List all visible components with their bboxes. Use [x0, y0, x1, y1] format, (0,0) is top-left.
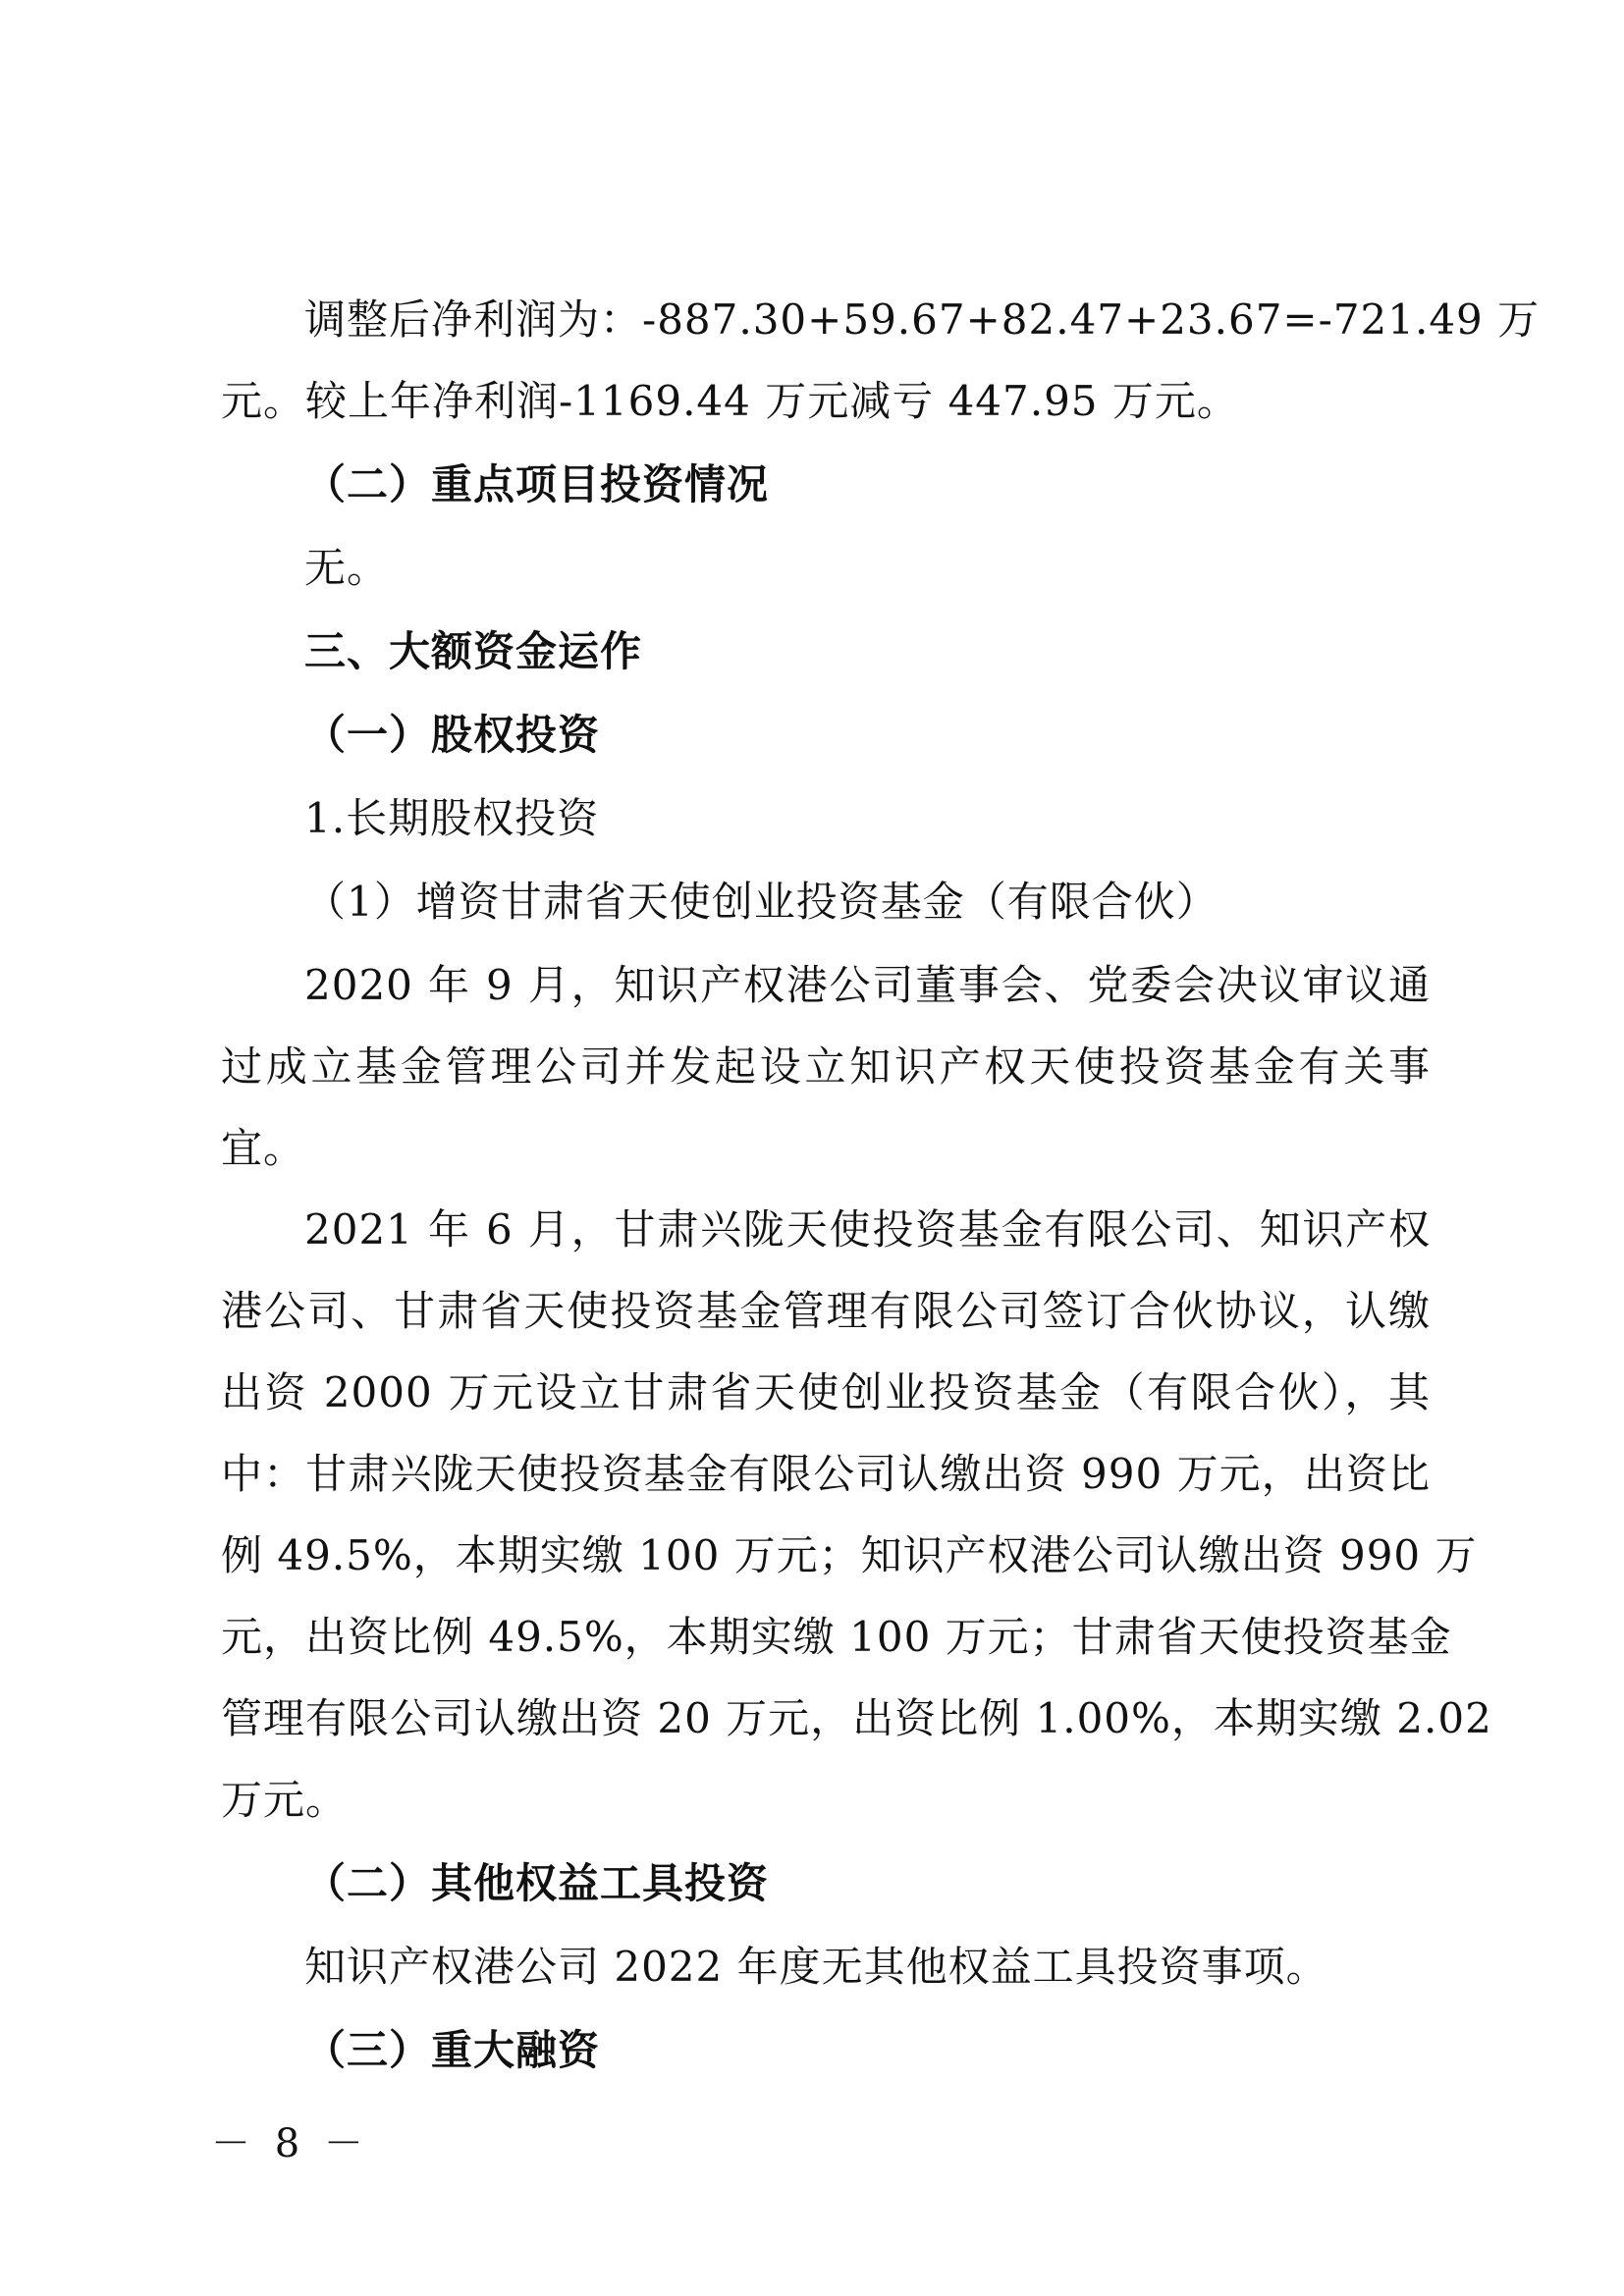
- paragraph-line: 知识产权港公司 2022 年度无其他权益工具投资事项。: [304, 1943, 1328, 1991]
- paragraph-line: 出资 2000 万元设立甘肃省天使创业投资基金（有限合伙），其: [221, 1368, 1431, 1416]
- section-subheading: （二）重点项目投资情况: [304, 460, 770, 508]
- paragraph-line: 港公司、甘肃省天使投资基金管理有限公司签订合伙协议，认缴: [221, 1287, 1431, 1335]
- paragraph-line: 管理有限公司认缴出资 20 万元，出资比例 1.00%，本期实缴 2.02: [221, 1694, 1492, 1742]
- paragraph-line: 例 49.5%，本期实缴 100 万元；知识产权港公司认缴出资 990 万: [221, 1531, 1478, 1579]
- paragraph-line: 2021 年 6 月，甘肃兴陇天使投资基金有限公司、知识产权: [304, 1205, 1431, 1254]
- section-heading: 三、大额资金运作: [304, 627, 643, 675]
- paragraph-line: 过成立基金管理公司并发起设立知识产权天使投资基金有关事: [221, 1042, 1431, 1091]
- paragraph-line: 中：甘肃兴陇天使投资基金有限公司认缴出资 990 万元，出资比: [221, 1450, 1431, 1498]
- paragraph-line: 调整后净利润为：-887.30+59.67+82.47+23.67=-721.49 万: [304, 295, 1541, 344]
- paragraph-line: 元，出资比例 49.5%，本期实缴 100 万元；甘肃省天使投资基金: [221, 1613, 1452, 1661]
- paragraph-line: 无。: [304, 544, 390, 592]
- section-subheading: （三）重大融资: [304, 2026, 601, 2074]
- paragraph-line: 元。较上年净利润-1169.44 万元减亏 447.95 万元。: [221, 377, 1239, 425]
- page-number: － 8 －: [211, 2121, 369, 2166]
- section-subheading: （一）股权投资: [304, 711, 601, 759]
- paragraph-line: 2020 年 9 月，知识产权港公司董事会、党委会决议审议通: [304, 961, 1431, 1009]
- item-subheading: （1）增资甘肃省天使创业投资基金（有限合伙）: [304, 878, 1218, 926]
- item-heading: 1.长期股权投资: [304, 794, 600, 842]
- paragraph-line: 宜。: [221, 1124, 306, 1172]
- section-subheading: （二）其他权益工具投资: [304, 1859, 770, 1907]
- paragraph-line: 万元。: [221, 1776, 349, 1824]
